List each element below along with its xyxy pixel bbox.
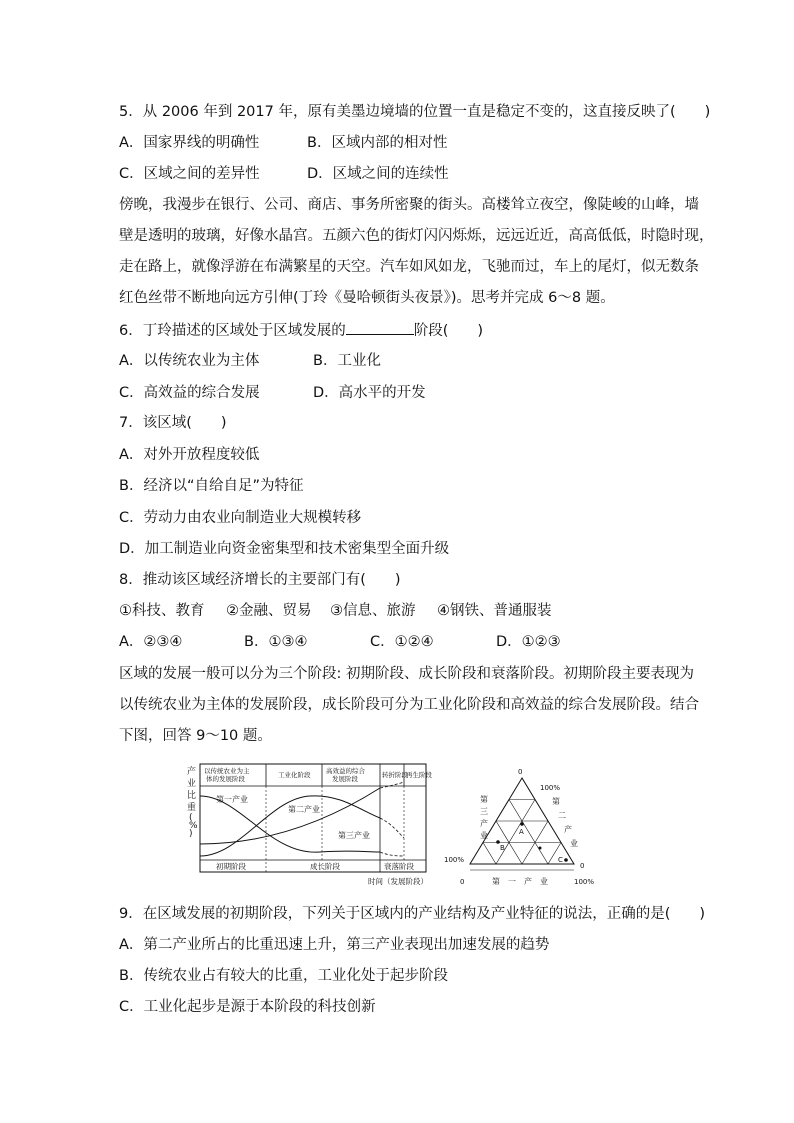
figure-ternary xyxy=(440,760,600,892)
q9-option-b[interactable]: B．传统农业占有较大的比重，工业化处于起步阶段 xyxy=(119,968,448,984)
q7-option-a[interactable]: A．对外开放程度较低 xyxy=(119,447,260,463)
ternary-right-label xyxy=(552,796,578,848)
q8-item-2: ②金融、贸易 xyxy=(226,603,312,619)
svg-text:A: A xyxy=(519,828,524,836)
svg-text:体的发展阶段: 体的发展阶段 xyxy=(206,775,245,783)
q6-stem-before: 6．丁玲描述的区域处于区域发展的 xyxy=(119,323,346,339)
point-a xyxy=(520,822,524,826)
q5-option-b[interactable]: B．区域内部的相对性 xyxy=(307,135,448,151)
q6-option-c[interactable]: C．高效益的综合发展 xyxy=(119,385,260,401)
svg-text:): ) xyxy=(189,829,193,839)
svg-text:100%: 100% xyxy=(574,878,595,886)
passage1-line-1: 傍晚，我漫步在银行、公司、商店、事务所密聚的街头。高楼耸立夜空，像陡峻的山峰，墙 xyxy=(119,197,699,213)
svg-text:100%: 100% xyxy=(540,784,561,792)
svg-text:产: 产 xyxy=(480,819,488,828)
passage2-line-1: 区域的发展一般可以分为三个阶段: 初期阶段、成长阶段和衰落阶段。初期阶段主要表现为 xyxy=(119,666,694,682)
svg-text:0: 0 xyxy=(518,768,523,776)
svg-text:100%: 100% xyxy=(444,856,465,864)
q8-item-1: ①科技、教育 xyxy=(119,603,205,619)
svg-text:第: 第 xyxy=(480,795,488,804)
svg-text:二: 二 xyxy=(558,811,566,820)
svg-text:工业化阶段: 工业化阶段 xyxy=(278,771,311,779)
passage1-line-2: 壁是透明的玻璃，好像水晶宫。五颜六色的街灯闪闪烁烁，远远近近，高高低低，时隐时现， xyxy=(119,228,714,244)
q8-item-3: ③信息、旅游 xyxy=(330,603,416,619)
ternary-bottom-label: 第 一 产 业 xyxy=(492,877,548,886)
svg-text:业: 业 xyxy=(187,779,197,789)
svg-text:比: 比 xyxy=(187,791,197,801)
svg-text:再生阶段: 再生阶段 xyxy=(406,771,432,779)
q6-stem-after: 阶段( ) xyxy=(413,323,484,339)
q8-item-4: ④钢铁、普通服装 xyxy=(437,603,552,619)
svg-text:业: 业 xyxy=(480,831,488,840)
svg-text:产: 产 xyxy=(187,767,197,777)
ternary-left-label xyxy=(480,794,488,840)
svg-text:以传统农业为主: 以传统农业为主 xyxy=(204,767,250,775)
q5-option-a[interactable]: A．国家界线的明确性 xyxy=(119,135,260,151)
svg-text:重: 重 xyxy=(187,803,197,813)
q8-stem: 8．推动该区域经济增长的主要部门有( ) xyxy=(119,572,401,588)
q5-option-d[interactable]: D．区域之间的连续性 xyxy=(307,166,449,182)
svg-text:初期阶段: 初期阶段 xyxy=(216,862,246,871)
svg-text:%: % xyxy=(189,821,198,831)
point-c xyxy=(564,858,568,862)
q7-option-b[interactable]: B．经济以“自给自足”为特征 xyxy=(119,478,304,494)
q6-option-b[interactable]: B．工业化 xyxy=(313,353,381,369)
svg-text:衰落阶段: 衰落阶段 xyxy=(384,862,414,871)
svg-text:0: 0 xyxy=(460,878,465,886)
q5-option-c[interactable]: C．区域之间的差异性 xyxy=(119,166,260,182)
svg-text:三: 三 xyxy=(480,807,488,816)
svg-text:C: C xyxy=(558,856,563,864)
q7-option-d[interactable]: D．加工制造业向资金密集型和技术密集型全面升级 xyxy=(119,541,450,557)
svg-text:成长阶段: 成长阶段 xyxy=(310,862,340,871)
q9-option-c[interactable]: C．工业化起步是源于本阶段的科技创新 xyxy=(119,999,376,1015)
svg-text:第一产业: 第一产业 xyxy=(216,795,248,804)
q6-stem xyxy=(119,320,483,341)
passage2-line-3: 下图，回答 9～10 题。 xyxy=(119,728,272,744)
q9-option-a[interactable]: A．第二产业所占的比重迅速上升，第三产业表现出加速发展的趋势 xyxy=(119,937,550,953)
svg-text:转折阶段: 转折阶段 xyxy=(382,771,408,779)
passage1-line-3: 走在路上，就像浮游在布满繁星的天空。汽车如风如龙，飞驰而过，车上的尾灯，似无数条 xyxy=(119,259,699,275)
svg-text:B: B xyxy=(500,844,505,852)
q7-option-c[interactable]: C．劳动力由农业向制造业大规模转移 xyxy=(119,510,362,526)
svg-text:业: 业 xyxy=(570,839,578,848)
svg-text:产: 产 xyxy=(564,825,572,834)
svg-text:(: ( xyxy=(189,813,193,823)
q8-option-c[interactable]: C．①②④ xyxy=(370,634,434,650)
q5-stem: 5．从 2006 年到 2017 年，原有美墨边境墙的位置一直是稳定不变的，这直接反映了( ) xyxy=(119,104,711,120)
passage1-line-4: 红色丝带不断地向远方引伸(丁玲《曼哈顿街头夜景》)。思考并完成 6～8 题。 xyxy=(119,290,615,306)
q6-option-d[interactable]: D．高水平的开发 xyxy=(313,385,426,401)
svg-text:发展阶段: 发展阶段 xyxy=(332,775,358,783)
q8-option-b[interactable]: B．①③④ xyxy=(244,634,308,650)
stage-headers xyxy=(204,766,433,783)
x-axis-label: 时间（发展阶段） xyxy=(368,877,428,886)
q7-stem: 7．该区域( ) xyxy=(119,415,227,431)
y-axis-label xyxy=(187,765,198,839)
svg-text:第三产业: 第三产业 xyxy=(338,831,370,840)
svg-text:高效益的综合: 高效益的综合 xyxy=(326,767,365,775)
q9-stem: 9．在区域发展的初期阶段，下列关于区域内的产业结构及产业特征的说法，正确的是( ) xyxy=(119,906,706,922)
curve-labels xyxy=(216,794,370,840)
q6-answer-blank xyxy=(346,320,414,335)
ternary-points xyxy=(496,822,568,864)
q8-option-a[interactable]: A．②③④ xyxy=(119,634,183,650)
q6-option-a[interactable]: A．以传统农业为主体 xyxy=(119,353,260,369)
svg-text:第二产业: 第二产业 xyxy=(288,805,320,814)
figure-industry-stages xyxy=(180,760,440,892)
passage2-line-2: 以传统农业为主体的发展阶段，成长阶段可分为工业化阶段和高效益的综合发展阶段。结合 xyxy=(119,697,699,713)
q8-option-d[interactable]: D．①②③ xyxy=(496,634,561,650)
svg-text:第: 第 xyxy=(552,797,560,806)
bottom-stages xyxy=(216,861,414,871)
svg-text:0: 0 xyxy=(580,862,585,870)
